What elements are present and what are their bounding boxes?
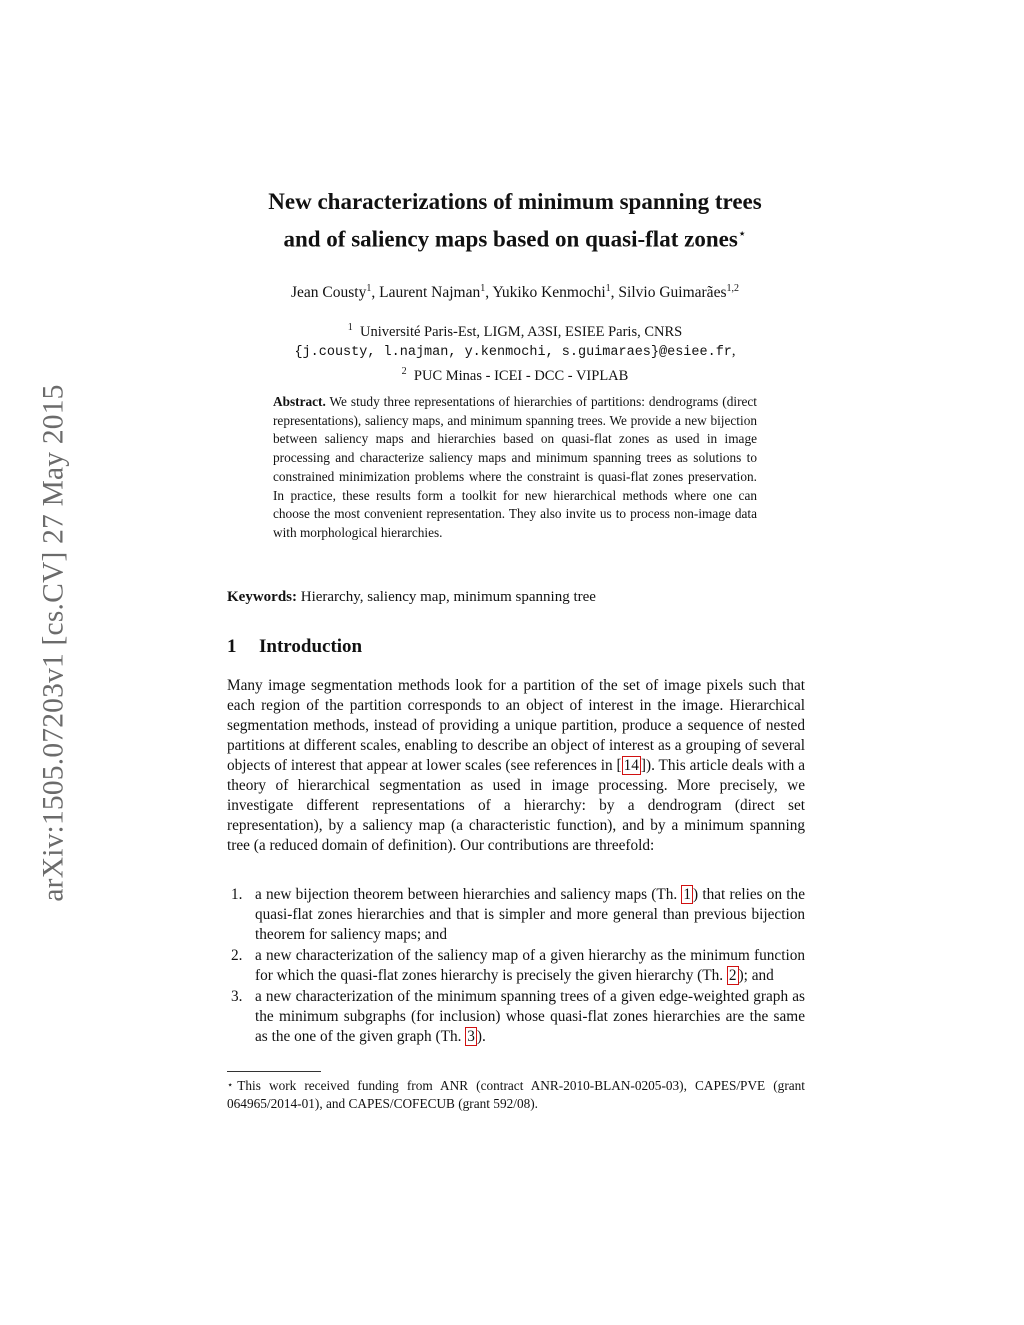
theorem-link[interactable]: 1 bbox=[683, 886, 692, 903]
section-title: Introduction bbox=[259, 636, 363, 657]
abstract bbox=[273, 393, 757, 543]
citation-link[interactable]: 14 bbox=[623, 757, 639, 774]
footnote-mark: ⋆ bbox=[227, 1080, 234, 1091]
list-item: 3. a new characterization of the minimum spanning trees of a given edge-weighted graph as the minimum subgraphs (for inclusion) whose quasi-flat zones hierarchies are the same as the one of the given graph (Th. 3 ). bbox=[231, 988, 805, 1045]
footnote-text: This work received funding from ANR (contract ANR-2010-BLAN-0205-03), CAPES/PVE (grant 064965/2014-01), and CAPES/COFECUB (grant 592/08). bbox=[227, 1078, 805, 1111]
author-emails: {j.cousty, l.najman, y.kenmochi, s.guimaraes}@esiee.fr, bbox=[294, 342, 736, 360]
author: Silvio Guimarães bbox=[618, 284, 727, 302]
author: Yukiko Kenmochi bbox=[492, 284, 606, 302]
abstract-label: Abstract. bbox=[273, 394, 326, 409]
section-heading bbox=[227, 636, 362, 658]
author-list: Jean Cousty$^1$, Laurent Najman$^1$, Yukiko Kenmochi$^1$, Silvio Guimarães$^{1,2}$ bbox=[291, 283, 739, 302]
list-item: 2. a new characterization of the saliency map of a given hierarchy as the minimum function for which the quasi-flat zones hierarchy is precisely the given hierarchy (Th. 2 ); and bbox=[231, 947, 805, 984]
affiliation-1: $^1$ Université Paris-Est, LIGM, A3SI, ESIEE Paris, CNRS bbox=[347, 322, 683, 340]
theorem-link[interactable]: 3 bbox=[467, 1028, 475, 1045]
list-item: 1. a new bijection theorem between hierarchies and saliency maps (Th. 1 ) that relies on the quasi-flat zones hierarchies and that is simpler and more general than previous bijection theorem for saliency maps; and bbox=[231, 886, 805, 943]
contributions-list bbox=[227, 885, 805, 1048]
title-footnote-mark: ⋆ bbox=[737, 227, 747, 242]
footnote bbox=[227, 1077, 805, 1112]
keywords-label: Keywords: bbox=[227, 589, 297, 605]
arxiv-id-text: arXiv:1505.07203v1 [cs.CV] 27 May 2015 bbox=[37, 384, 70, 902]
affiliation-2: $^2$ PUC Minas - ICEI - DCC - VIPLAB bbox=[401, 365, 629, 384]
keywords bbox=[227, 589, 807, 606]
footnote-divider bbox=[227, 1071, 321, 1072]
arxiv-sidebar-stamp bbox=[34, 344, 74, 942]
keywords-text: Hierarchy, saliency map, minimum spanning tree bbox=[300, 589, 596, 605]
theorem-link[interactable]: 2 bbox=[728, 967, 737, 984]
author: Laurent Najman bbox=[379, 284, 481, 302]
section-number: 1 bbox=[227, 636, 237, 657]
title-line-2: and of saliency maps based on quasi-flat zones⋆ bbox=[283, 226, 747, 252]
paper-title bbox=[200, 185, 830, 256]
abstract-text: We study three representations of hierarchies of partitions: dendrograms (direct representations), saliency maps, and minimum spanning trees. We provide a new bijection between saliency maps and hierarchies based on quasi-flat zones as used in image processing and characterize saliency maps and minimum spanning trees as solutions to constrained minimization problems where the constraint is quasi-flat zones preservation. In practice, these results form a toolkit for new hierarchical methods where one can choose the most convenient representation. They also invite us to process non-image data with morphological hierarchies. bbox=[273, 394, 757, 540]
author: Jean Cousty bbox=[291, 284, 367, 302]
title-line-1: New characterizations of minimum spanning trees bbox=[268, 189, 762, 214]
affiliations bbox=[200, 318, 830, 386]
intro-paragraph: Many image segmentation methods look for a partition of the set of image pixels such that each region of the partition corresponds to an object of interest in the image. Hierarchical segmentation methods, instead of providing a unique partition, produce a sequence of nested partitions at different scales, enabling to describe an object of interest as a grouping of several objects of interest that appear at lower scales (see references in [ 14 ]). This article deals with a theory of hierarchical segmentation as used in image processing. More precisely, we investigate different representations of a hierarchy: by a dendrogram (direct set representation), by a saliency map (a characteristic function), and by a minimum spanning tree (a reduced domain of definition). Our contributions are threefold: bbox=[227, 677, 805, 854]
